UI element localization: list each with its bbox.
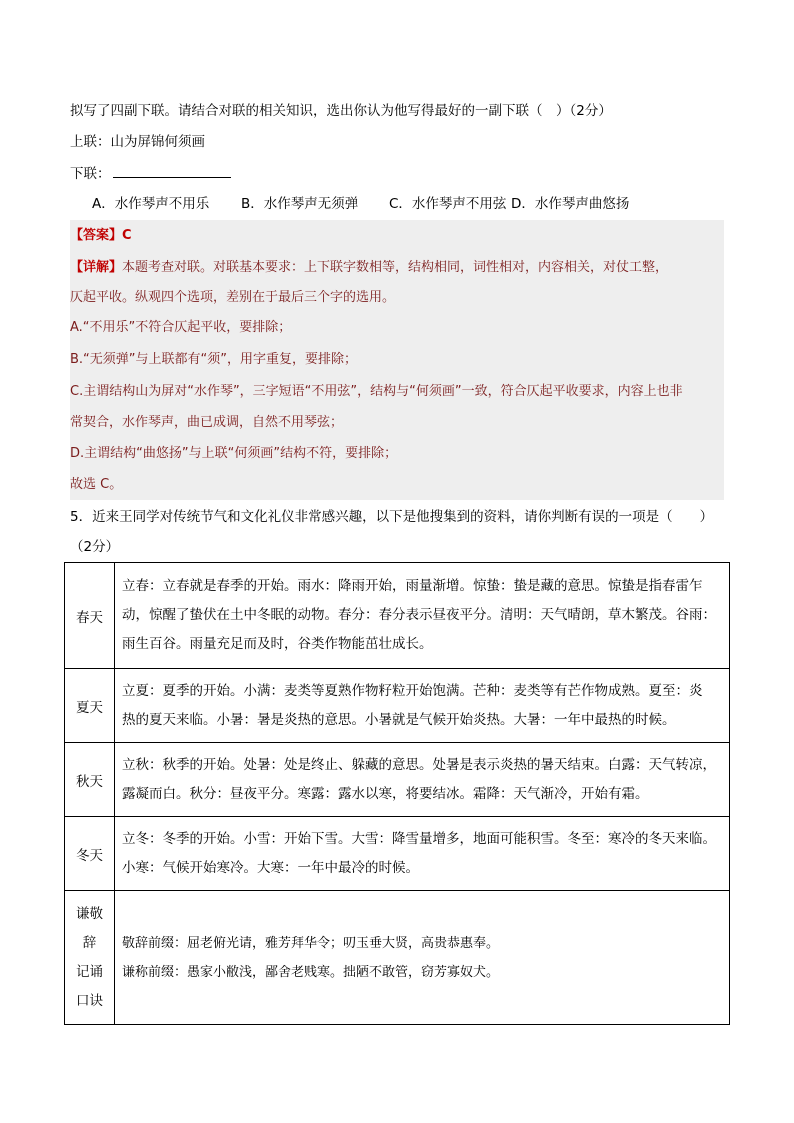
label-line: 记诵 <box>76 963 103 980</box>
season-autumn: 秋天 <box>65 743 115 817</box>
etiquette-description <box>115 891 730 1025</box>
label-line: 口诀 <box>76 992 103 1009</box>
analysis-a: A.“不用乐”不符合仄起平收，要排除； <box>70 320 292 335</box>
detail-text-1: 本题考查对联。对联基本要求：上下联字数相等，结构相同，词性相对，内容相关，对仗工整， <box>122 260 669 275</box>
season-winter: 冬天 <box>65 817 115 891</box>
table-row-autumn <box>65 743 730 817</box>
etiquette-mnemonic-label <box>65 891 115 1025</box>
analysis-d: D.主谓结构“曲悠扬”与上联“何须画”结构不符，要排除； <box>70 446 398 461</box>
q5-stem: 5．近来王同学对传统节气和文化礼仪非常感兴趣，以下是他搜集到的资料，请你判断有误的一项是（ ） <box>70 509 714 525</box>
label-line: 谦敬 <box>76 905 103 922</box>
q4-upper-couplet: 上联：山为屏锦何须画 <box>70 134 205 150</box>
desc-line: 立冬：冬季的开始。小雪：开始下雪。大雪：降雪量增多，地面可能积雪。冬至：寒冷的冬天来临。 <box>122 830 716 847</box>
desc-line: 动，惊醒了蛰伏在土中冬眠的动物。春分：春分表示昼夜平分。清明：天气晴朗，草木繁茂。谷雨： <box>122 607 716 623</box>
table-row-summer <box>65 669 730 743</box>
autumn-description <box>115 743 730 817</box>
q4-lower-couplet <box>70 163 231 184</box>
summer-description <box>115 669 730 743</box>
season-spring: 春天 <box>65 563 115 669</box>
detail-line-1 <box>70 258 668 278</box>
option-b: B．水作琴声无须弹 <box>241 196 359 212</box>
answer-blank <box>113 163 231 178</box>
desc-line: 立春：立春就是春季的开始。雨水：降雨开始，雨量渐增。惊蛰：蛰是藏的意思。惊蛰是指春雷乍 <box>122 578 703 594</box>
desc-line: 立夏：夏季的开始。小满：麦类等夏熟作物籽粒开始饱满。芒种：麦类等有芒作物成熟。夏至：炎 <box>122 682 703 699</box>
answer-tag: 【答案】 <box>70 228 123 243</box>
table-row-etiquette <box>65 891 730 1025</box>
detail-tag: 【详解】 <box>70 260 123 275</box>
winter-description <box>115 817 730 891</box>
desc-line: 敬辞前缀：屈老俯光请，雅芳拜华令；叨玉垂大贤，高贵恭惠奉。 <box>122 935 500 951</box>
table-row-spring <box>65 563 730 669</box>
table-row-winter <box>65 817 730 891</box>
desc-line: 立秋：秋季的开始。处暑：处是终止、躲藏的意思。处暑是表示炎热的暑天结束。白露：天气转凉， <box>122 756 716 773</box>
desc-line: 谦称前缀：愚家小敝浅，鄙舍老贱寒。拙陋不敢管，窃芳寡奴犬。 <box>122 964 500 980</box>
option-a: A．水作琴声不用乐 <box>92 196 210 212</box>
option-d: D．水作琴声曲悠扬 <box>511 196 630 212</box>
q5-score: （2分） <box>70 539 120 555</box>
analysis-b: B.“无须弹”与上联都有“须”，用字重复，要排除； <box>70 352 357 367</box>
answer-line <box>70 226 132 246</box>
desc-line: 雨生百谷。雨量充足而及时，谷类作物能茁壮成长。 <box>122 636 433 652</box>
answer-value: C <box>122 228 132 243</box>
season-summer: 夏天 <box>65 669 115 743</box>
analysis-c-1: C.主谓结构山为屏对“水作琴”，三字短语“不用弦”，结构与“何须画”一致，符合仄起平收要求，内容上也非 <box>70 384 683 399</box>
option-c: C．水作琴声不用弦 <box>389 196 507 212</box>
analysis-c-2: 常契合，水作琴声，曲已成调，自然不用琴弦； <box>70 415 344 430</box>
q4-intro: 拟写了四副下联。请结合对联的相关知识，选出你认为他写得最好的一副下联（ ）（2分） <box>70 103 612 119</box>
spring-description <box>115 563 730 669</box>
desc-line: 热的夏天来临。小暑：暑是炎热的意思。小暑就是气候开始炎热。大暑：一年中最热的时候。 <box>122 711 676 728</box>
analysis-conclusion: 故选 C。 <box>70 477 123 492</box>
desc-line: 小寒：气候开始寒冷。大寒：一年中最冷的时候。 <box>122 859 419 876</box>
label-line: 辞 <box>82 934 97 951</box>
solar-terms-table <box>64 562 730 1025</box>
detail-line-2: 仄起平收。纵观四个选项，差别在于最后三个字的选用。 <box>70 290 396 305</box>
desc-line: 露凝而白。秋分：昼夜平分。寒露：露水以寒，将要结冰。霜降：天气渐冷，开始有霜。 <box>122 785 649 802</box>
q4-lower-label: 下联： <box>70 166 111 182</box>
